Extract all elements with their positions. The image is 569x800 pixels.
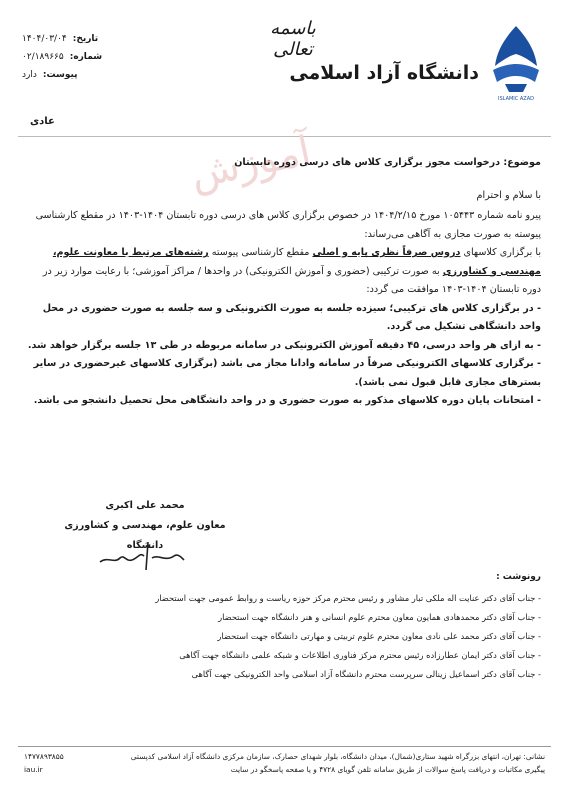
approval-part-1: با برگزاری کلاسهای bbox=[460, 247, 541, 258]
attachment-row bbox=[22, 66, 172, 84]
letter-meta bbox=[22, 30, 172, 84]
cc-list bbox=[24, 568, 541, 684]
date-row bbox=[22, 30, 172, 48]
footer-divider bbox=[18, 746, 551, 747]
cc-item: - جناب آقای دکتر محمدهادی همایون معاون محترم علوم انسانی و هنر دانشگاه جهت استحضار bbox=[218, 612, 541, 622]
university-emblem-icon bbox=[485, 20, 547, 104]
attachment-value: دارد bbox=[22, 70, 37, 80]
footer-contact-text: پیگیری مکاتبات و دریافت پاسخ سوالات از طریق سامانه تلفن گویای ۴۷۲۸ و یا صفحه پاسخگو در سایت bbox=[230, 765, 545, 774]
bullet-final-exams: - امتحانات پایان دوره کلاسهای مذکور به صورت حضوری و در واحد دانشگاهی محل تحصیل دانشجو می باشد. bbox=[33, 395, 541, 406]
letter-body bbox=[22, 154, 541, 411]
date-value: ۱۴۰۴/۰۳/۰۴ bbox=[22, 34, 67, 44]
date-label: تاریخ: bbox=[72, 34, 99, 44]
paragraph-reference: پیرو نامه شماره ۱۰۵۴۴۳ مورخ ۱۴۰۴/۲/۱۵ در خصوص برگزاری کلاس های درسی دوره تابستان ۱۴۰۴-۱۴۰۳ در مقطع کارشناسی پیوسته به صورت مجازی به آگاهی می‌رساند: bbox=[35, 210, 541, 240]
basmala-calligraphy: باسمه تعالی bbox=[270, 18, 316, 60]
approval-fields: رشته‌های مرتبط با معاونت علوم، مهندسی و کشاورزی bbox=[52, 247, 541, 277]
number-row bbox=[22, 48, 172, 66]
approval-part-2: مقطع کارشناسی پیوسته bbox=[208, 247, 313, 258]
attachment-label: پیوست: bbox=[42, 70, 78, 80]
letter-greeting: با سلام و احترام bbox=[476, 189, 541, 201]
cc-item: - جناب آقای دکتر عنایت اله ملکی تبار مشاور و رئیس محترم مرکز حوزه ریاست و روابط عمومی جهت استحضار bbox=[155, 593, 541, 603]
approval-part-3: به صورت ترکیبی (حضوری و آموزش الکترونیکی) در واحدها / مراکز آموزشی؛ با رعایت موارد زیر در دوره تابستان ۱۴۰۴-۱۴۰۳ موافقت می گردد: bbox=[42, 265, 541, 295]
letter-footer bbox=[24, 750, 545, 776]
cc-title: رونوشت : bbox=[496, 572, 541, 582]
cc-item: - جناب آقای دکتر اسماعیل زینالی سرپرست محترم دانشگاه آزاد اسلامی واحد الکترونیکی جهت آگاهی bbox=[191, 669, 541, 679]
number-value: ۰۲/۱۸۹۶۶۵ bbox=[22, 52, 64, 62]
cc-item: - جناب آقای دکتر ایمان عطارزاده رئیس محترم مرکز فناوری اطلاعات و شبکه علمی دانشگاه جهت آگاهی bbox=[179, 650, 541, 660]
watermark-text: آموزش bbox=[186, 127, 315, 199]
bullet-online-duration: - به ازای هر واحد درسی، ۴۵ دقیقه آموزش الکترونیکی در سامانه مربوطه در طی ۱۳ جلسه برگزار خواهد شد. bbox=[27, 339, 541, 351]
number-label: شماره: bbox=[69, 52, 103, 62]
cc-item: - جناب آقای دکتر محمد علی نادی معاون محترم علوم تربیتی و مهارتی دانشگاه جهت استحضار bbox=[217, 631, 541, 641]
footer-address-row bbox=[24, 750, 545, 763]
paragraph-approval bbox=[22, 244, 541, 300]
letter-subject: موضوع: درخواست مجوز برگزاری کلاس های درسی دوره تابستان bbox=[234, 157, 541, 168]
signatory-name: محمد علی اکبری bbox=[105, 500, 185, 511]
footer-address: نشانی: تهران، انتهای بزرگراه شهید ستاری(شمال)، میدان دانشگاه، بلوار شهدای حصارک، سازمان مرکزی دانشگاه آزاد اسلامی کدپستی bbox=[130, 752, 545, 761]
signatory-title: معاون علوم، مهندسی و کشاورزی دانشگاه bbox=[64, 520, 226, 551]
footer-site-link[interactable]: iau.ir bbox=[24, 765, 43, 774]
svg-text:ISLAMIC AZAD: ISLAMIC AZAD bbox=[498, 96, 534, 102]
bullet-vadana-platform: - برگزاری کلاسهای الکترونیکی صرفاً در سامانه وادانا مجاز می باشد (برگزاری کلاسهای غیرحضوری در سایر بسترهای مجازی قابل قبول نمی باشد). bbox=[33, 358, 541, 388]
footer-postal-code: ۱۴۷۷۸۹۳۸۵۵ bbox=[24, 752, 64, 761]
classification-label: عادی bbox=[30, 116, 55, 127]
university-name: دانشگاه آزاد اسلامی bbox=[289, 62, 479, 84]
approval-courses: دروس صرفاً نظری پایه و اصلی bbox=[312, 247, 461, 258]
footer-contact-row bbox=[24, 763, 545, 776]
bullet-combined-classes: - در برگزاری کلاس های ترکیبی؛ سیزده جلسه به صورت الکترونیکی و سه جلسه به صورت حضوری در محل واحد دانشگاهی تشکیل می گردد. bbox=[42, 302, 541, 332]
